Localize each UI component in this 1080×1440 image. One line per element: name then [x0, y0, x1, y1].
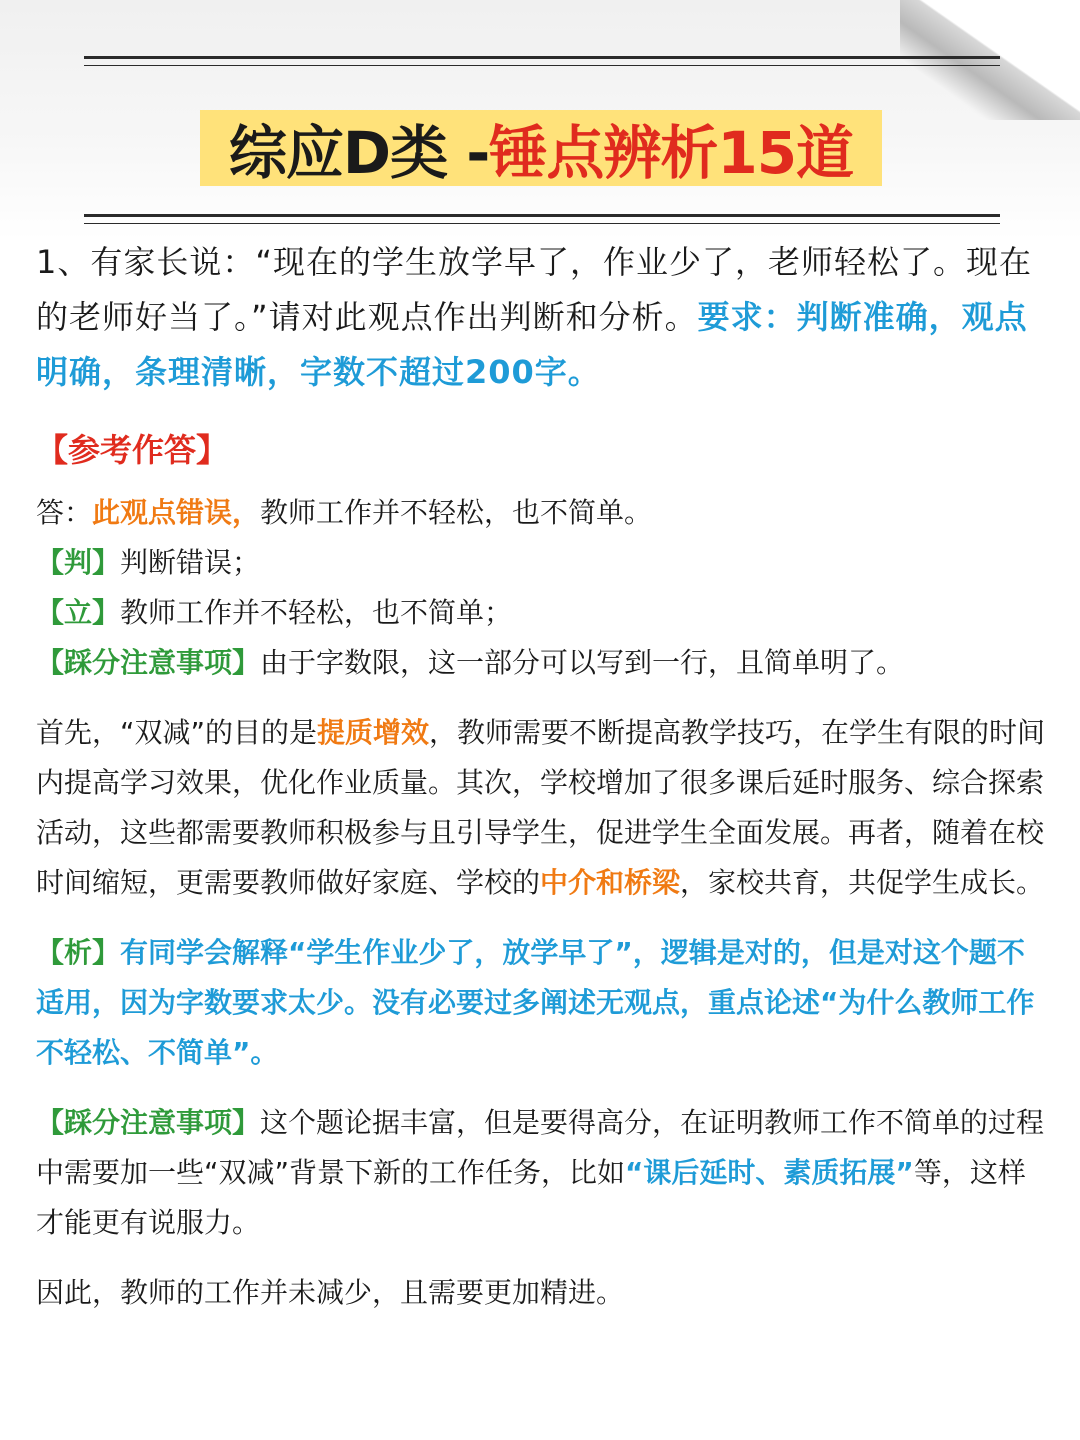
note2-t1: 这个题论据丰富，但是要得高分，在证明教师工作不简单的过程中需要加一些“双减”背景下新的工作任务，比如 — [36, 1106, 1045, 1189]
title-part1: 综应D类 - — [228, 119, 490, 187]
note2-t2: 等，这样才能更有说服力。 — [36, 1156, 1026, 1239]
note2-h1: “课后延时、素质拓展” — [625, 1156, 914, 1189]
top-rule — [84, 56, 1000, 66]
judge-tag: 【判】 — [36, 546, 121, 579]
reference-label: 【参考作答】 — [36, 431, 229, 469]
body-h2: 中介和桥梁 — [540, 866, 681, 899]
note2-paragraph — [36, 1098, 1050, 1248]
answer-prefix: 答： — [36, 496, 93, 529]
note1-line — [36, 638, 1050, 688]
analysis-text: 有同学会解释“学生作业少了，放学早了”，逻辑是对的，但是对这个题不适用，因为字数要求太少。没有必要过多阐述无观点，重点论述“为什么教师工作不轻松、不简单”。 — [36, 936, 1035, 1069]
analysis-tag: 【析】 — [36, 936, 121, 969]
body-t1: 首先，“双减”的目的是 — [36, 716, 318, 749]
note1-tag: 【踩分注意事项】 — [36, 646, 261, 679]
body-t3: ，家校共育，共促学生成长。 — [680, 866, 1045, 899]
body-h1: 提质增效 — [317, 716, 430, 749]
body-t2: ，教师需要不断提高教学技巧，在学生有限的时间内提高学习效果，优化作业质量。其次，学校增加了很多课后延时服务、综合探索活动，这些都需要教师积极参与且引导学生，促进学生全面发展。再者，随着在校时间缩短，更需要教师做好家庭、学校的 — [36, 716, 1046, 899]
answer-line — [36, 488, 1050, 538]
question-text: 1、有家长说：“现在的学生放学早了，作业少了，老师轻松了。现在的老师好当了。”请对此观点作出判断和分析。 — [36, 243, 1032, 336]
stand-line — [36, 588, 1050, 638]
stand-tag: 【立】 — [36, 596, 121, 629]
title-part2: 锤点辨析15道 — [489, 119, 854, 187]
note1-text: 由于字数限，这一部分可以写到一行，且简单明了。 — [260, 646, 905, 679]
judge-line — [36, 538, 1050, 588]
answer-rest: 教师工作并不轻松，也不简单。 — [260, 496, 653, 529]
conclusion: 因此，教师的工作并未减少，且需要更加精进。 — [36, 1276, 625, 1309]
question — [36, 235, 1050, 400]
answer-highlight: 此观点错误， — [92, 496, 261, 529]
page-title — [200, 110, 882, 186]
bottom-rule — [84, 214, 1000, 224]
question-requirement: 要求：判断准确，观点明确，条理清晰，字数不超过200字。 — [36, 298, 1028, 391]
note2-tag: 【踩分注意事项】 — [36, 1106, 261, 1139]
content — [36, 235, 1050, 1318]
analysis-paragraph — [36, 928, 1050, 1078]
stand-text: 教师工作并不轻松，也不简单； — [120, 596, 513, 629]
judge-text: 判断错误； — [120, 546, 261, 579]
body-paragraph — [36, 708, 1050, 908]
